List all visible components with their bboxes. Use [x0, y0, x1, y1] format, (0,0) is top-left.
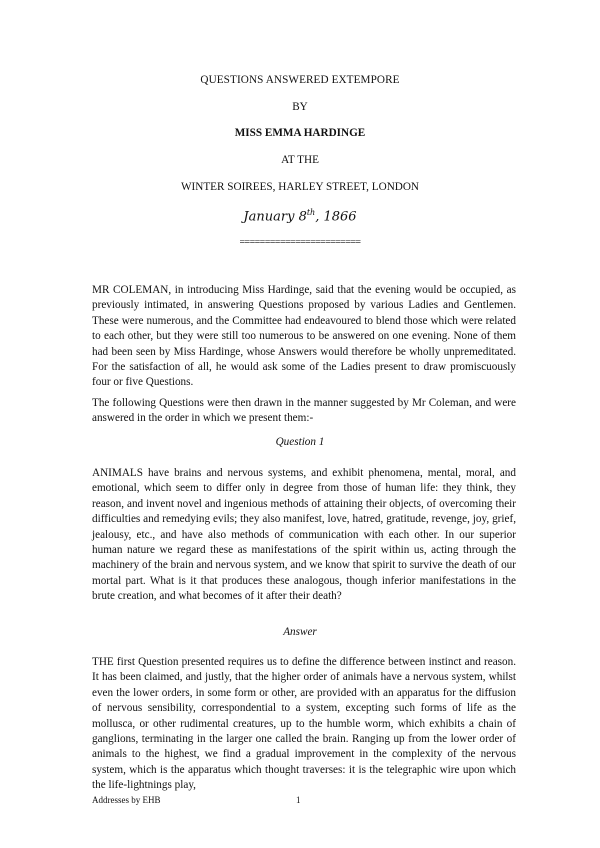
date-line: [0, 208, 600, 224]
date-suffix: , 1866: [315, 209, 357, 225]
title-line-2: BY: [292, 101, 308, 113]
author-name: MISS EMMA HARDINGE: [234, 127, 366, 139]
following-questions-paragraph: The following Questions were then drawn in the manner suggested by Mr Coleman, and were answered in the order in which we present them:-: [92, 397, 516, 425]
date-prefix: January 8: [243, 209, 307, 225]
question-text: ANIMALS have brains and nervous systems, and exhibit phenomena, mental, moral, and emotional, which seem to differ only in degree from those of human life: they think, they reason, and invent novel and ingenious methods of attaining their objects, of overcoming their difficulties and remedying evils; they also manifest, love, hatred, gratitude, revenge, joy, grief, jealousy, etc., and have also methods of communication with each other. In our superior human nature we regard these as manifestations of the spirit within us, acting through the machinery of the brain and nervous system, and we know that spirit to survive the death of our mortal part. What is it that produces these analogous, though inferior manifestations in the brute creation, and what becomes of it after their death?: [92, 467, 516, 603]
footer-title: Addresses by EHB: [92, 795, 161, 805]
answer-heading: Answer: [283, 626, 317, 638]
page-number: 1: [296, 795, 301, 805]
title-line-1: QUESTIONS ANSWERED EXTEMPORE: [200, 74, 400, 86]
date-superscript: th: [306, 208, 316, 217]
separator-rule: ========================: [239, 237, 361, 248]
question-heading: Question 1: [275, 436, 325, 448]
answer-text: THE first Question presented requires us to define the difference between instinct and reason. It has been claimed, and justly, that the higher order of animals have a nervous system, whilst even the lower orders, in some form or other, are provided with an apparatus for the diffusion of nervous sensibility, correspondential to a system, excepting such forms of life as the mollusca, or other rudimental creatures, up to the humble worm, which exhibits a chain of ganglions, terminating in the larger one called the brain. Ranging up from the lower order of animals to the highest, we find a gradual improvement in the complexity of the nervous system, which is the apparatus which thought traverses: it is the telegraphic wire upon which the life-lightnings play,: [92, 656, 516, 792]
intro-paragraph: MR COLEMAN, in introducing Miss Hardinge, said that the evening would be occupied, as previously intimated, in answering Questions proposed by various Ladies and Gentlemen. These were numerous, and the Committee had endeavoured to blend those which were related to each other, but they were still too numerous to be answered on one evening. None of them had been seen by Miss Hardinge, whose Answers would therefore be wholly unpremeditated. For the satisfaction of all, he would ask some of the Ladies present to draw promiscuously four or five Questions.: [92, 284, 516, 389]
title-line-4: AT THE: [281, 154, 319, 166]
venue-line: WINTER SOIREES, HARLEY STREET, LONDON: [180, 181, 420, 193]
